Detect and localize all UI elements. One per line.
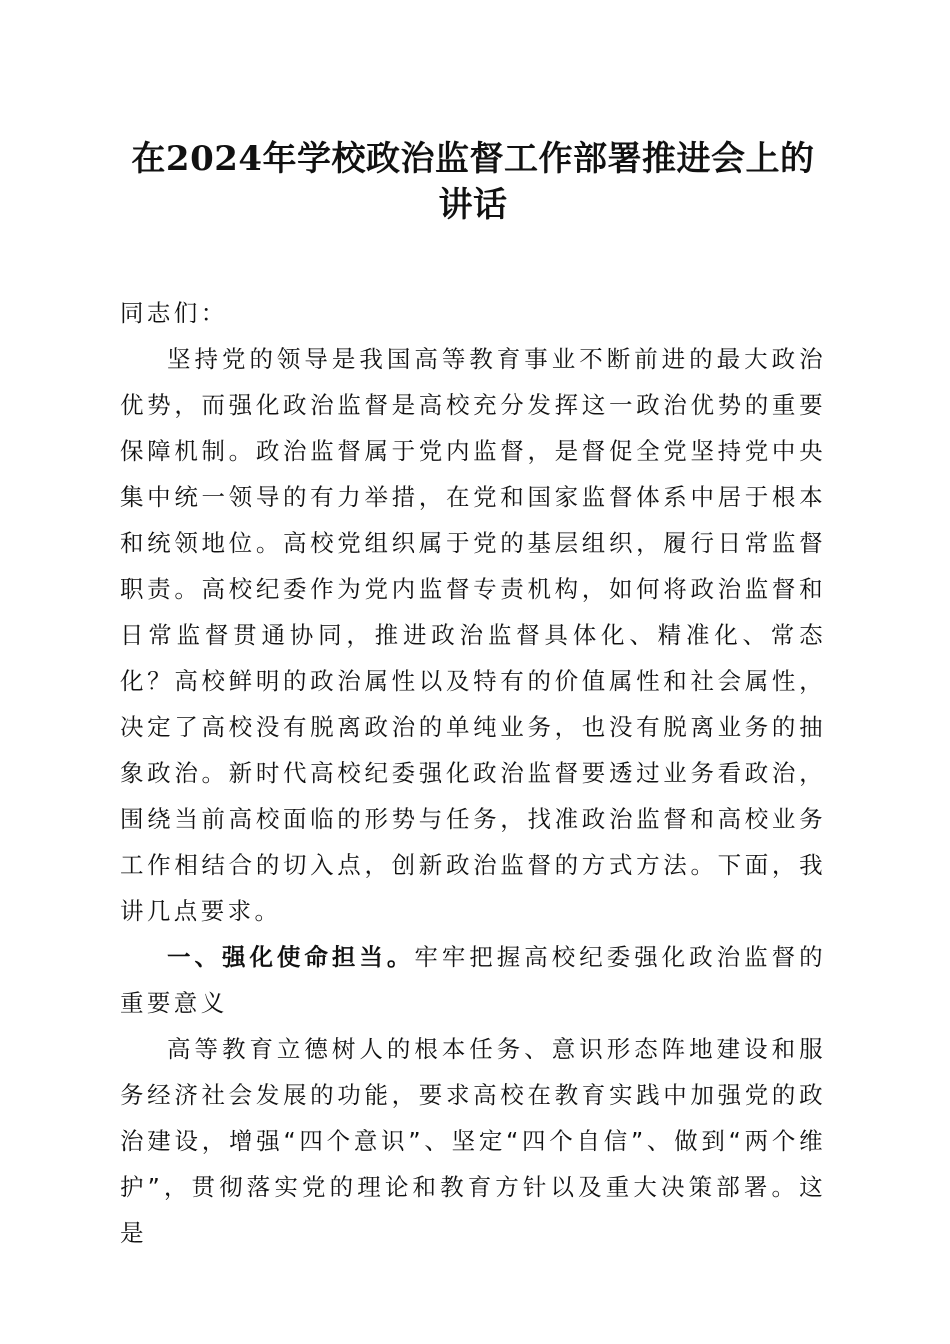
section-heading-1-lead: 一、强化使命担当。 xyxy=(167,943,415,971)
salutation: 同志们： xyxy=(120,299,228,327)
paragraph-intro: 坚持党的领导是我国高等教育事业不断前进的最大政治优势，而强化政治监督是高校充分发挥这一政治优势的重要保障机制。政治监督属于党内监督，是督促全党坚持党中央集中统一领导的有力举措，在党和国家监督体系中居于根本和统领地位。高校党组织属于党的基层组织，履行日常监督职责。高校纪委作为党内监督专责机构，如何将政治监督和日常监督贯通协同，推进政治监督具体化、精准化、常态化？高校鲜明的政治属性以及特有的价值属性和社会属性，决定了高校没有脱离政治的单纯业务，也没有脱离业务的抽象政治。新时代高校纪委强化政治监督要透过业务看政治，围绕当前高校面临的形势与任务，找准政治监督和高校业务工作相结合的切入点，创新政治监督的方式方法。下面，我讲几点要求。 xyxy=(120,345,826,925)
section-heading-1-text: 牢牢把握高校纪委强化政治监督的重要意义 xyxy=(120,943,826,1017)
document-body xyxy=(120,290,826,1256)
title-line-2: 讲话 xyxy=(438,185,508,225)
section-heading-1 xyxy=(120,934,826,1026)
document-title xyxy=(120,136,826,228)
title-line-1: 在2024年学校政治监督工作部署推进会上的 xyxy=(131,139,815,179)
paragraph-section-1: 高等教育立德树人的根本任务、意识形态阵地建设和服务经济社会发展的功能，要求高校在教育实践中加强党的政治建设，增强“四个意识”、坚定“四个自信”、做到“两个维护”，贯彻落实党的理论和教育方针以及重大决策部署。这是 xyxy=(120,1035,826,1247)
